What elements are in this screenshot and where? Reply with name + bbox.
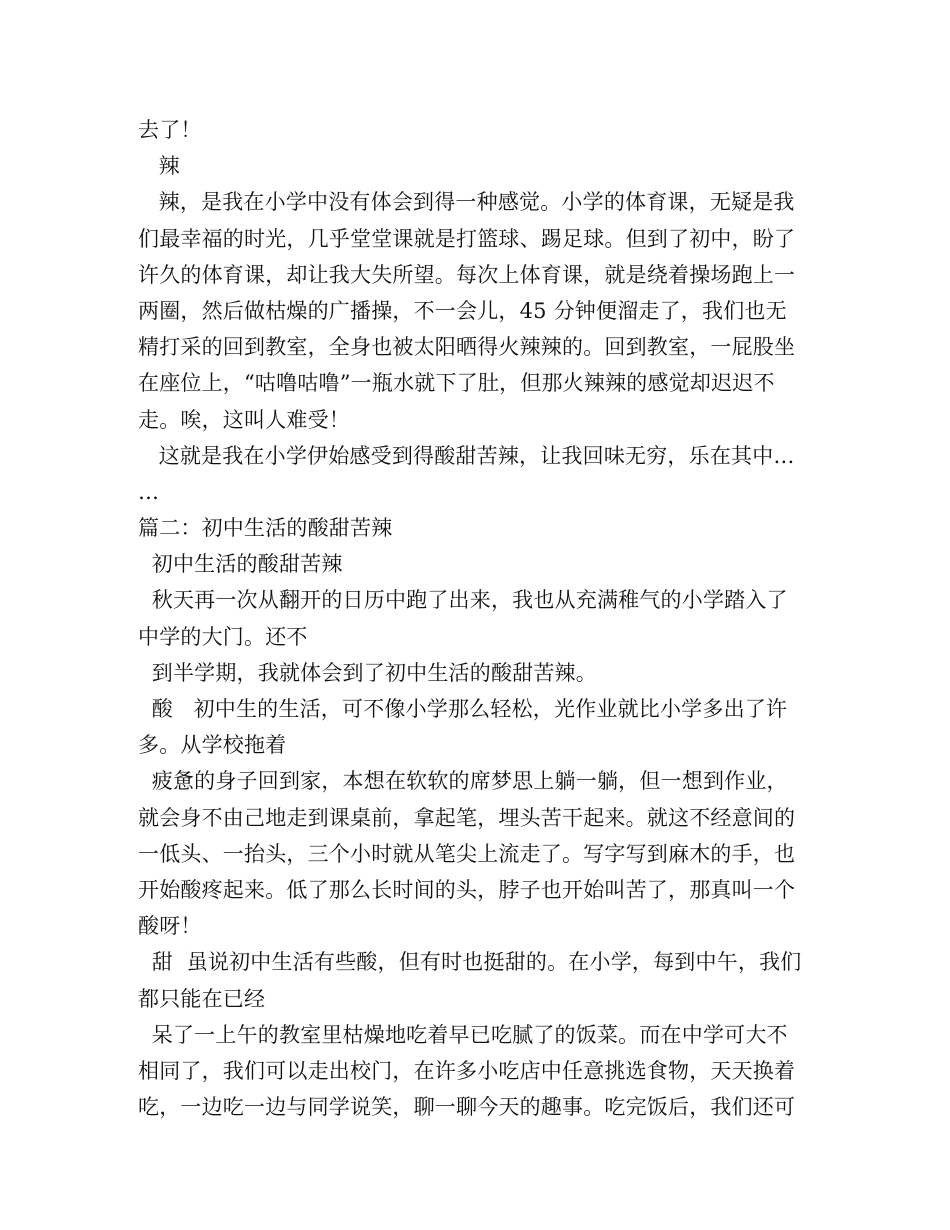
text-line: 一低头、一抬头，三个小时就从笔尖上流走了。写字写到麻木的手，也	[138, 841, 796, 866]
text-line: 走。唉，这叫人难受！	[138, 407, 350, 432]
text-line: 秋天再一次从翻开的日历中跑了出来，我也从充满稚气的小学踏入了	[138, 588, 788, 613]
text-line: …	[138, 479, 160, 504]
text-line: 都只能在已经	[138, 986, 266, 1011]
text-line: 呆了一上午的教室里枯燥地吃着早已吃腻了的饭菜。而在中学可大不	[138, 1022, 788, 1047]
text-line: 去了！	[138, 118, 202, 142]
text-line: 甜 虽说初中生活有些酸，但有时也挺甜的。在小学，每到中午，我们	[138, 950, 802, 975]
article-title: 初中生活的酸甜苦辣	[138, 552, 343, 577]
text-line: 到半学期，我就体会到了初中生活的酸甜苦辣。	[138, 660, 597, 685]
text-line: 们最幸福的时光，几乎堂堂课就是打篮球、踢足球。但到了初中，盼了	[138, 226, 796, 251]
text-line: 这就是我在小学伊始感受到得酸甜苦辣，让我回味无穷，乐在其中…	[138, 443, 795, 468]
text-line: 辣，是我在小学中没有体会到得一种感觉。小学的体育课，无疑是我	[138, 190, 795, 215]
text-line: 酸呀！	[138, 914, 202, 939]
text-line: 吃，一边吃一边与同学说笑，聊一聊今天的趣事。吃完饭后，我们还可	[138, 1095, 796, 1120]
text-line: 中学的大门。还不	[138, 624, 308, 649]
text-line: 精打采的回到教室，全身也被太阳晒得火辣辣的。回到教室，一屁股坐	[138, 335, 796, 360]
text-line: 开始酸疼起来。低了那么长时间的头，脖子也开始叫苦了，那真叫一个	[138, 877, 796, 902]
text-line: 在座位上，“咕噜咕噜”一瓶水就下了肚，但那火辣辣的感觉却迟迟不	[138, 371, 775, 396]
text-line: 相同了，我们可以走出校门，在许多小吃店中任意挑选食物，天天换着	[138, 1058, 796, 1083]
text-line: 酸 初中生的生活，可不像小学那么轻松，光作业就比小学多出了许	[138, 697, 788, 721]
text-line: 就会身不由己地走到课桌前，拿起笔，埋头苦干起来。就这不经意间的	[138, 805, 796, 830]
text-line: 许久的体育课，却让我大失所望。每次上体育课，就是绕着操场跑上一	[138, 262, 796, 287]
section-heading: 辣	[138, 154, 180, 179]
article-heading: 篇二：初中生活的酸甜苦辣	[138, 516, 393, 541]
text-line: 两圈，然后做枯燥的广播操，不一会儿，45 分钟便溜走了，我们也无	[138, 298, 787, 323]
text-line: 多。从学校拖着	[138, 733, 287, 758]
text-line: 疲惫的身子回到家，本想在软软的席梦思上躺一躺，但一想到作业，	[138, 769, 788, 794]
document-page	[138, 112, 828, 1125]
